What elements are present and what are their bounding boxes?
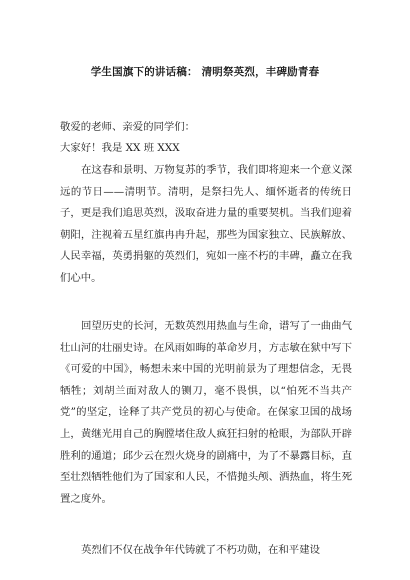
salutation: 敬爱的老师、亲爱的同学们： xyxy=(60,121,196,133)
document-title: 学生国旗下的讲话稿： 清明祭英烈，丰碑励青春 xyxy=(90,66,320,78)
greeting: 大家好！我是 XX 班 XXX xyxy=(60,142,180,154)
paragraph-2: 回望历史的长河，无数英烈用热血与生命，谱写了一曲曲气壮山河的壮丽史诗。在风雨如晦的革命岁月，方志敏在狱中写下《可爱的中国》，畅想未来中国的光明前景为了理想信念，无畏牺牲；刘胡兰面对敌人的铡刀，毫不畏惧，以“怕死不当共产党”的坚定，诠释了共产党员的初心与使命。在保家卫国的战场上，黄继光用自己的胸膛堵住敌人疯狂扫射的枪眼，为部队开辟胜利的通道；邱少云在烈火烧身的剧痛中，为了不暴露目标，直至壮烈牺牲他们为了国家和人民，不惜抛头颅、洒热血，将生死置之度外。 xyxy=(60,320,352,505)
paragraph-1: 在这春和景明、万物复苏的季节，我们即将迎来一个意义深远的节日——清明节。清明，是祭扫先人、缅怀逝者的传统日子，更是我们追思英烈，汲取奋进力量的重要契机。当我们迎着朝阳，注视着五星红旗冉冉升起，那些为国家独立、民族解放、人民幸福，英勇捐躯的英烈们，宛如一座不朽的丰碑，矗立在我们心中。 xyxy=(60,164,352,284)
paragraph-3: 英烈们不仅在战争年代铸就了不朽功勋，在和平建设 xyxy=(81,544,320,556)
